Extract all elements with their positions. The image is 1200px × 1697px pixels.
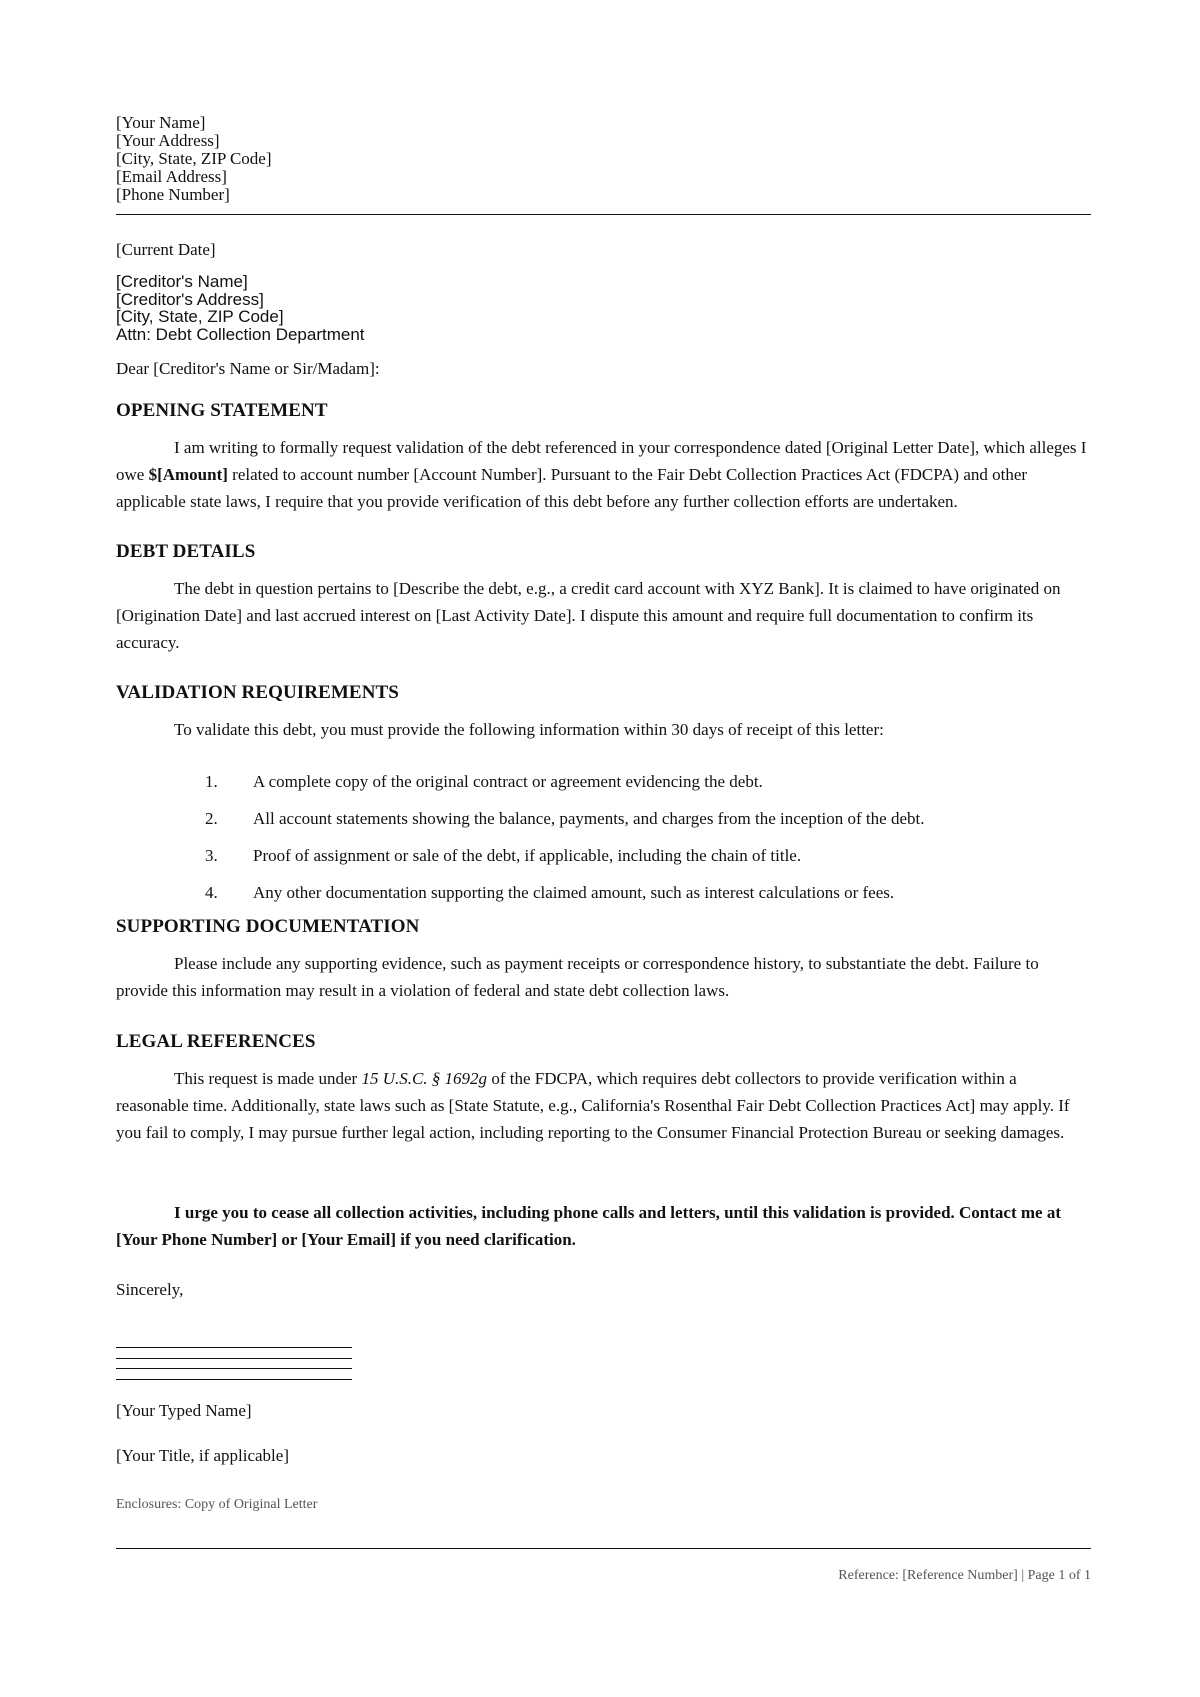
closing-demand: I urge you to cease all collection activities, including phone calls and letters, until this validation is provided. Contact me at [Your Phone Number] or [Your Email] if you need clarification. [116,1203,1061,1249]
signature-lines [116,1347,352,1389]
list-item-number: 1. [205,772,218,791]
list-item [116,808,1091,845]
list-item [116,771,1091,808]
validation-list [116,771,1091,919]
sender-address: [Your Address] [116,131,220,150]
opening-text-start: I am writing to formally request validation of the debt referenced in your correspondence dated [Original Letter Date], which alleges I owe [116,438,1087,484]
header-divider [116,214,1091,215]
typed-name: [Your Typed Name] [116,1401,252,1420]
signature-line [116,1358,352,1359]
opening-text-end: related to account number [Account Number]. Pursuant to the Fair Debt Collection Practices Act (FDCPA) and other applicable state laws, I require that you provide verification of this debt before any further collection efforts are undertaken. [116,465,1028,511]
list-item [116,882,1091,919]
signature-line [116,1347,352,1348]
sender-name: [Your Name] [116,113,206,132]
list-item-text: Proof of assignment or sale of the debt, if applicable, including the chain of title. [253,846,802,865]
list-item-number: 4. [205,883,218,902]
footer-divider [116,1548,1091,1549]
signature-line [116,1368,352,1369]
legal-text-start: This request is made under [174,1069,362,1088]
signoff: Sincerely, [116,1280,184,1299]
opening-paragraph [116,434,1091,515]
creditor-block [116,273,365,343]
creditor-address: [Creditor's Address] [116,289,264,309]
page-footer: Reference: [Reference Number] | Page 1 of 1 [838,1568,1091,1583]
validation-intro: To validate this debt, you must provide the following information within 30 days of receipt of this letter: [174,720,884,739]
heading-opening-statement: OPENING STATEMENT [116,400,328,421]
statute-citation: 15 U.S.C. § 1692g [361,1069,488,1088]
creditor-city-state-zip: [City, State, ZIP Code] [116,307,284,326]
list-item-text: A complete copy of the original contract or agreement evidencing the debt. [253,772,763,791]
sender-phone: [Phone Number] [116,185,230,204]
sender-email: [Email Address] [116,167,227,186]
creditor-attn: Attn: Debt Collection Department [116,324,365,344]
list-item-text: Any other documentation supporting the claimed amount, such as interest calculations or fees. [253,883,895,902]
supporting-paragraph: Please include any supporting evidence, such as payment receipts or correspondence history, to substantiate the debt. Failure to provide this information may result in a violation of federal and state debt collection laws. [116,954,1039,1000]
salutation: Dear [Creditor's Name or Sir/Madam]: [116,359,380,378]
list-item-number: 3. [205,846,218,865]
debt-details-paragraph: The debt in question pertains to [Describe the debt, e.g., a credit card account with XYZ Bank]. It is claimed to have originated on [Origination Date] and last accrued interest on [Last Activity Date]. I dispute this amount and require full documentation to confirm its accuracy. [116,579,1061,652]
heading-supporting-documentation: SUPPORTING DOCUMENTATION [116,916,420,937]
signature-line [116,1379,352,1380]
sender-city-state-zip: [City, State, ZIP Code] [116,149,272,168]
heading-legal-references: LEGAL REFERENCES [116,1031,316,1052]
creditor-name: [Creditor's Name] [116,272,248,291]
letter-date: [Current Date] [116,240,216,259]
legal-paragraph [116,1065,1091,1146]
list-item [116,845,1091,882]
enclosures-note: Enclosures: Copy of Original Letter [116,1497,318,1512]
signer-title: [Your Title, if applicable] [116,1446,289,1465]
amount-placeholder: $[Amount] [148,465,228,484]
heading-debt-details: DEBT DETAILS [116,541,256,562]
list-item-text: All account statements showing the balance, payments, and charges from the inception of the debt. [253,809,925,828]
list-item-number: 2. [205,809,218,828]
sender-block [116,114,272,204]
legal-text-end: of the FDCPA, which requires debt collectors to provide verification within a reasonable time. Additionally, state laws such as [State Statute, e.g., California's Rosenthal Fair Debt Collection Practices Act] may apply. If you fail to comply, I may pursue further legal action, including reporting to the Consumer Financial Protection Bureau or seeking damages. [116,1069,1070,1142]
heading-validation-requirements: VALIDATION REQUIREMENTS [116,682,399,703]
